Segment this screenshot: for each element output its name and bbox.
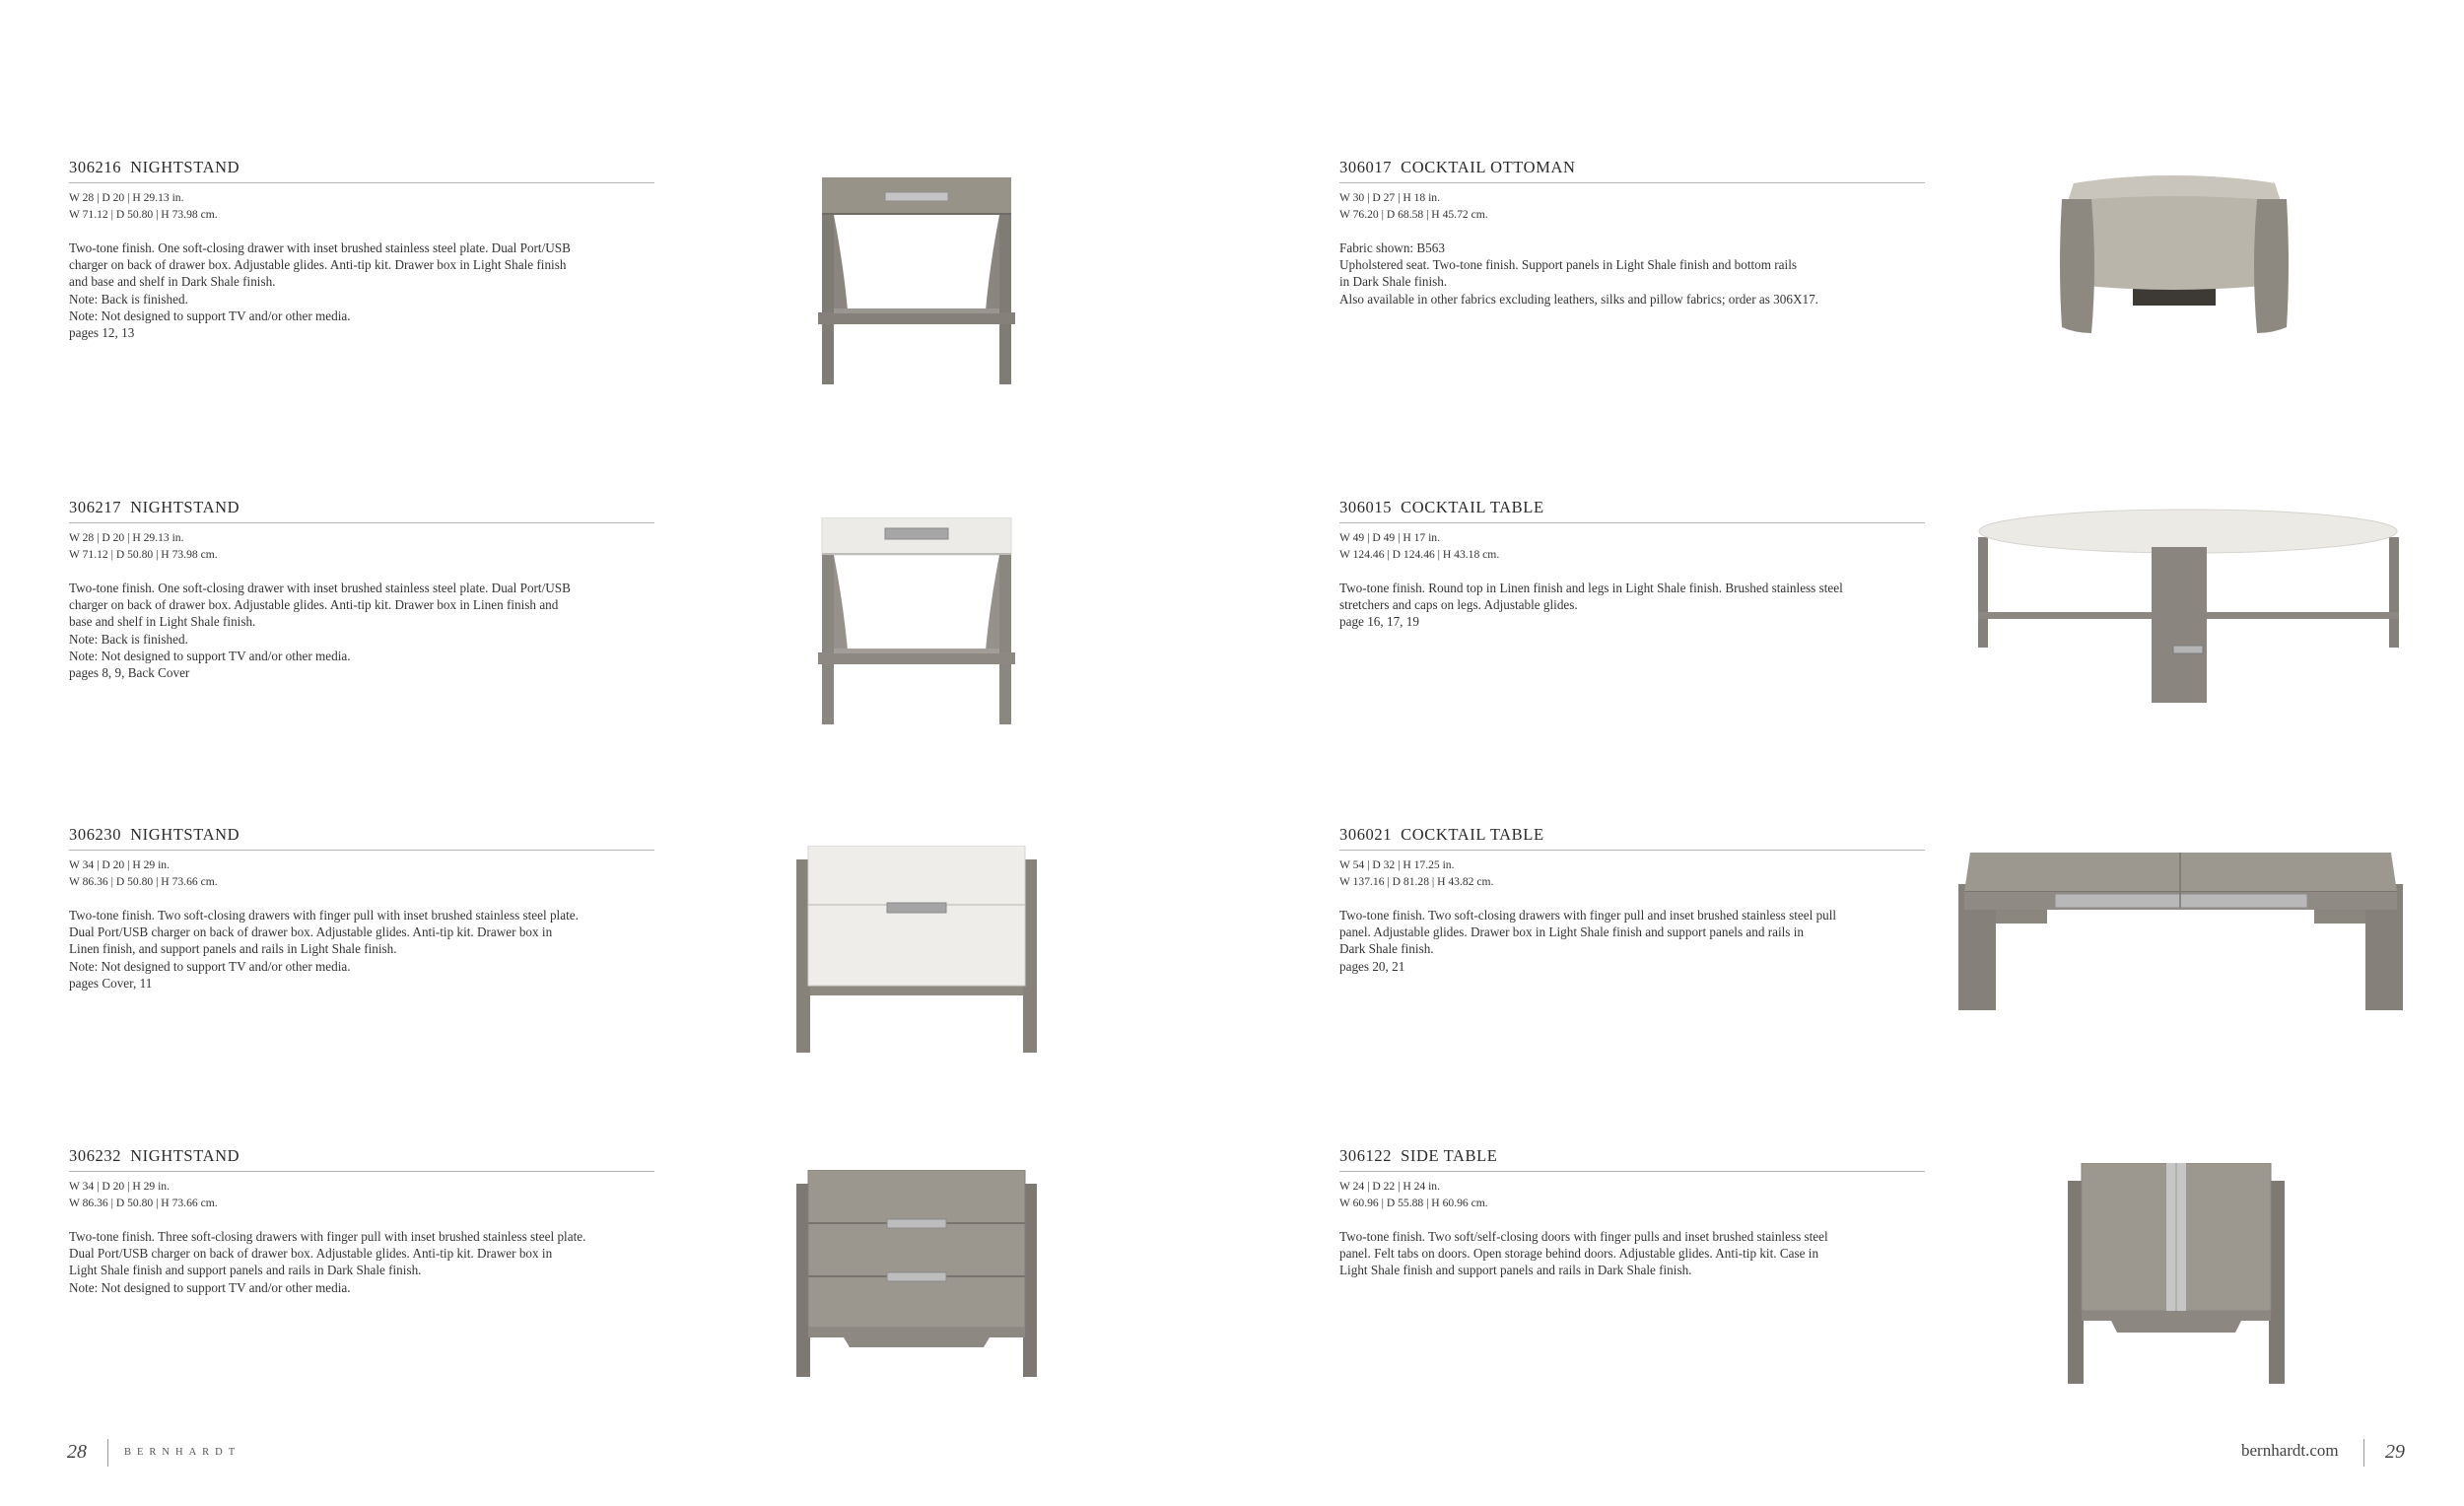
- desc-line: Linen finish, and support panels and rails in Light Shale finish.: [69, 941, 397, 957]
- product-306015: [1339, 498, 1925, 631]
- product-code: 306122: [1339, 1146, 1393, 1165]
- product-306021: [1339, 825, 1925, 975]
- desc-line: Two-tone finish. Two soft-closing drawers with finger pull with inset brushed stainless steel plate.: [69, 908, 579, 923]
- dims-cm: W 71.12 | D 50.80 | H 73.98 cm.: [69, 548, 218, 561]
- desc-line: Note: Back is finished.: [69, 291, 188, 307]
- desc-line: Two-tone finish. Two soft/self-closing doors with finger pulls and inset brushed stainless steel: [1339, 1229, 1828, 1244]
- desc-line: Two-tone finish. Two soft-closing drawers with finger pull and inset brushed stainless steel pull: [1339, 908, 1837, 923]
- dims-inches: W 34 | D 20 | H 29 in.: [69, 858, 171, 871]
- cocktail-table-306021-image: [1956, 853, 2405, 1010]
- dims-cm: W 86.36 | D 50.80 | H 73.66 cm.: [69, 1197, 218, 1209]
- desc-line: and base and shelf in Dark Shale finish.: [69, 274, 276, 290]
- dims-inches: W 49 | D 49 | H 17 in.: [1339, 531, 1441, 544]
- desc-line: Light Shale finish and support panels and rails in Dark Shale finish.: [1339, 1263, 1692, 1278]
- product-dimensions: [69, 529, 654, 563]
- nightstand-306217-image: [818, 517, 1015, 724]
- desc-line: Two-tone finish. One soft-closing drawer with inset brushed stainless steel plate. Dual Port/USB: [69, 581, 571, 595]
- dims-cm: W 71.12 | D 50.80 | H 73.98 cm.: [69, 208, 218, 221]
- product-306217: [69, 498, 654, 681]
- dims-inches: W 28 | D 20 | H 29.13 in.: [69, 191, 184, 204]
- product-dimensions: [69, 1178, 654, 1211]
- desc-line: in Dark Shale finish.: [1339, 274, 1448, 290]
- product-title: [69, 158, 654, 183]
- desc-line: page 16, 17, 19: [1339, 614, 1419, 630]
- desc-line: charger on back of drawer box. Adjustable glides. Anti-tip kit. Drawer box in Light Shale finish: [69, 257, 567, 273]
- desc-line: Note: Back is finished.: [69, 631, 188, 647]
- page-number-right: 29: [2385, 1441, 2405, 1463]
- desc-line: Also available in other fabrics excluding leathers, silks and pillow fabrics; order as 306X17.: [1339, 291, 1818, 307]
- product-title: [69, 498, 654, 523]
- desc-line: Dual Port/USB charger on back of drawer box. Adjustable glides. Anti-tip kit. Drawer box in: [69, 1246, 553, 1262]
- page-number-left: 28: [67, 1441, 87, 1463]
- product-title: [69, 825, 654, 851]
- product-code: 306217: [69, 498, 122, 516]
- desc-line: stretchers and caps on legs. Adjustable glides.: [1339, 597, 1578, 613]
- product-code: 306021: [1339, 825, 1393, 844]
- product-description: [69, 1228, 654, 1296]
- product-306122: [1339, 1146, 1925, 1279]
- product-name: SIDE TABLE: [1401, 1146, 1498, 1165]
- product-dimensions: [1339, 1178, 1925, 1211]
- product-dimensions: [69, 856, 654, 890]
- product-description: [1339, 580, 1925, 631]
- product-dimensions: [1339, 856, 1925, 890]
- dims-inches: W 34 | D 20 | H 29 in.: [69, 1180, 171, 1193]
- cocktail-ottoman-306017-image: [2058, 173, 2291, 335]
- dims-inches: W 28 | D 20 | H 29.13 in.: [69, 531, 184, 544]
- dims-inches: W 24 | D 22 | H 24 in.: [1339, 1180, 1441, 1193]
- desc-line: panel. Felt tabs on doors. Open storage behind doors. Adjustable glides. Anti-tip kit. Case in: [1339, 1246, 1819, 1262]
- product-name: COCKTAIL TABLE: [1401, 498, 1544, 516]
- product-description: [69, 240, 654, 341]
- desc-line: Light Shale finish and support panels and rails in Dark Shale finish.: [69, 1263, 422, 1278]
- desc-line: Two-tone finish. Three soft-closing drawers with finger pull with inset brushed stainless steel plate.: [69, 1229, 586, 1244]
- dims-cm: W 60.96 | D 55.88 | H 60.96 cm.: [1339, 1197, 1488, 1209]
- cocktail-table-306015-image: [1964, 508, 2413, 705]
- footer-divider: [107, 1439, 108, 1467]
- product-description: [1339, 1228, 1925, 1279]
- desc-line: Note: Not designed to support TV and/or other media.: [69, 1279, 351, 1295]
- desc-line: pages 12, 13: [69, 325, 135, 341]
- product-title: [1339, 498, 1925, 523]
- desc-line: Upholstered seat. Two-tone finish. Support panels in Light Shale finish and bottom rails: [1339, 257, 1797, 273]
- product-description: [1339, 907, 1925, 975]
- desc-line: Two-tone finish. Round top in Linen finish and legs in Light Shale finish. Brushed stainless steel: [1339, 581, 1843, 595]
- desc-line: Note: Not designed to support TV and/or other media.: [69, 648, 351, 663]
- nightstand-306230-image: [796, 846, 1037, 1053]
- product-name: NIGHTSTAND: [130, 825, 240, 844]
- website-link[interactable]: bernhardt.com: [2241, 1441, 2339, 1460]
- desc-line: Dual Port/USB charger on back of drawer box. Adjustable glides. Anti-tip kit. Drawer box in: [69, 924, 553, 940]
- product-title: [1339, 158, 1925, 183]
- product-name: NIGHTSTAND: [130, 498, 240, 516]
- desc-line: panel. Adjustable glides. Drawer box in Light Shale finish and support panels and rails in: [1339, 924, 1804, 940]
- dims-inches: W 30 | D 27 | H 18 in.: [1339, 191, 1441, 204]
- desc-line: pages 20, 21: [1339, 958, 1405, 974]
- product-description: [1339, 240, 1925, 308]
- desc-line: Note: Not designed to support TV and/or other media.: [69, 308, 351, 323]
- product-306230: [69, 825, 654, 992]
- dims-cm: W 86.36 | D 50.80 | H 73.66 cm.: [69, 875, 218, 888]
- nightstand-306232-image: [796, 1170, 1037, 1377]
- footer-divider: [2363, 1439, 2364, 1467]
- product-name: COCKTAIL TABLE: [1401, 825, 1544, 844]
- desc-line: Dark Shale finish.: [1339, 941, 1434, 957]
- desc-line: Fabric shown: B563: [1339, 240, 1445, 255]
- product-dimensions: [1339, 529, 1925, 563]
- product-title: [1339, 825, 1925, 851]
- dims-cm: W 76.20 | D 68.58 | H 45.72 cm.: [1339, 208, 1488, 221]
- desc-line: pages 8, 9, Back Cover: [69, 665, 190, 681]
- product-code: 306232: [69, 1146, 122, 1165]
- brand-wordmark: BERNHARDT: [124, 1447, 241, 1458]
- product-306216: [69, 158, 654, 341]
- nightstand-306216-image: [818, 177, 1015, 384]
- dims-cm: W 137.16 | D 81.28 | H 43.82 cm.: [1339, 875, 1494, 888]
- product-name: COCKTAIL OTTOMAN: [1401, 158, 1576, 176]
- desc-line: Two-tone finish. One soft-closing drawer with inset brushed stainless steel plate. Dual Port/USB: [69, 240, 571, 255]
- product-dimensions: [1339, 189, 1925, 223]
- desc-line: Note: Not designed to support TV and/or other media.: [69, 958, 351, 974]
- product-code: 306017: [1339, 158, 1393, 176]
- product-description: [69, 580, 654, 681]
- product-code: 306015: [1339, 498, 1393, 516]
- desc-line: charger on back of drawer box. Adjustable glides. Anti-tip kit. Drawer box in Linen finish and: [69, 597, 559, 613]
- product-title: [69, 1146, 654, 1172]
- product-306017: [1339, 158, 1925, 308]
- product-title: [1339, 1146, 1925, 1172]
- product-description: [69, 907, 654, 992]
- dims-inches: W 54 | D 32 | H 17.25 in.: [1339, 858, 1455, 871]
- dims-cm: W 124.46 | D 124.46 | H 43.18 cm.: [1339, 548, 1500, 561]
- product-name: NIGHTSTAND: [130, 1146, 240, 1165]
- desc-line: base and shelf in Light Shale finish.: [69, 614, 256, 630]
- product-name: NIGHTSTAND: [130, 158, 240, 176]
- product-code: 306230: [69, 825, 122, 844]
- product-code: 306216: [69, 158, 122, 176]
- product-306232: [69, 1146, 654, 1296]
- side-table-306122-image: [2068, 1163, 2285, 1384]
- desc-line: pages Cover, 11: [69, 975, 153, 991]
- product-dimensions: [69, 189, 654, 223]
